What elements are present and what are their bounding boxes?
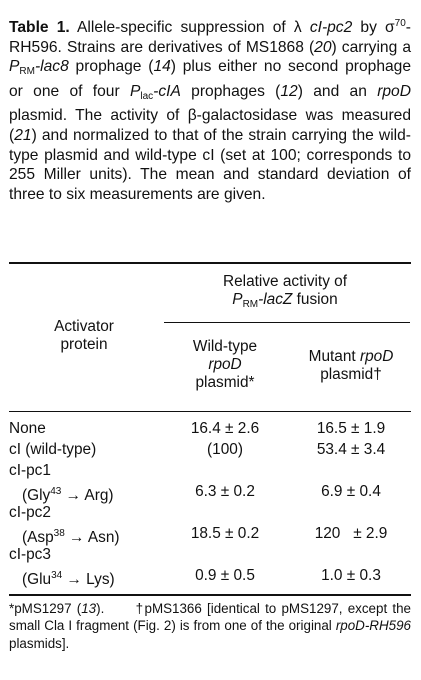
- header-bottom-rule: [9, 411, 411, 412]
- caption-ref: 12: [280, 82, 298, 100]
- wt-header: [160, 338, 290, 392]
- caption-promoter: P: [129, 82, 141, 100]
- activator-header-line1: Activator: [54, 318, 114, 335]
- substitution-position: 38: [53, 528, 65, 539]
- substitution-to: → Asn): [64, 529, 120, 546]
- substitution-from: (Asp: [22, 529, 54, 546]
- footnote-text: †pMS1366 [identical to pMS1297, except the small Cla I fragment (Fig. 2) is from one of the original: [9, 601, 411, 634]
- caption-sigma: σ: [385, 19, 395, 36]
- row-activator: cI-pc1: [9, 462, 51, 479]
- caption-text: prophages (: [180, 82, 281, 100]
- caption-gene: rpoD: [377, 82, 411, 100]
- caption-text: -RH596. Strains are derivatives of MS1868 (: [9, 19, 411, 56]
- mut-header-line1: [290, 348, 412, 366]
- caption-text: ) carrying a: [331, 38, 411, 56]
- table-bottom-rule: [9, 594, 411, 596]
- group-header: [160, 273, 410, 314]
- footnote-text: ).: [96, 601, 105, 616]
- substitution-from: (Glu: [22, 571, 52, 588]
- mut-header-line2: plasmid†: [320, 366, 382, 383]
- activator-header-line2: protein: [60, 336, 108, 353]
- caption-promoter: P: [9, 58, 20, 76]
- row-wt-value: 6.3 ± 0.2: [195, 483, 255, 500]
- row-wt-value: 0.9 ± 0.5: [195, 567, 255, 584]
- group-header-promoter-sub: RM: [242, 299, 259, 310]
- row-activator: cI (wild-type): [9, 441, 97, 458]
- wt-header-line1: Wild-type: [192, 338, 258, 355]
- caption-ref: 20: [314, 38, 332, 56]
- row-substitution: [22, 525, 162, 547]
- group-header-rule: [164, 322, 410, 323]
- row-substitution: [22, 483, 162, 505]
- caption-text: ) and normalized to that of the strain carrying the wild-type plasmid and wild-type cI (set at 100; corresponds to 255 Miller units). The mean and standard deviation of three to six measurements are given.: [9, 126, 411, 203]
- caption-promoter-sub: RM: [19, 66, 35, 78]
- caption-text: Allele-specific suppression of λ: [77, 19, 310, 36]
- caption-gene: -lac8: [34, 58, 69, 76]
- substitution-to: → Arg): [61, 487, 114, 504]
- group-header-line1: Relative activity of: [222, 273, 348, 290]
- caption-text: ) plus either no second prophage or one of four: [9, 58, 412, 100]
- caption-label: Table 1.: [9, 19, 70, 36]
- substitution-to: → Lys): [62, 571, 115, 588]
- caption-text: plasmid. The activity of β-galactosidase was measured (: [9, 107, 411, 144]
- row-mut-value: 1.0 ± 0.3: [321, 567, 381, 584]
- footnote-ref: 13: [81, 601, 97, 616]
- row-activator: None: [9, 420, 46, 437]
- caption-text: by: [352, 19, 386, 36]
- caption-gene: -cIA: [153, 82, 181, 100]
- mut-header-text: Mutant: [308, 348, 360, 365]
- caption-gene: cI-pc2: [309, 19, 353, 36]
- group-header-fusion: fusion: [292, 291, 338, 308]
- caption-text: ) and an: [297, 82, 378, 100]
- substitution-position: 43: [50, 486, 62, 497]
- row-substitution: [22, 567, 162, 589]
- substitution-position: 34: [51, 570, 63, 581]
- wt-header-line2: rpoD: [208, 356, 242, 373]
- activator-header: [9, 318, 159, 354]
- group-header-gene: -lacZ: [258, 291, 293, 308]
- caption-promoter-sub: lac: [140, 90, 154, 102]
- group-header-promoter: P: [232, 291, 243, 308]
- footnote-gene: rpoD-RH596: [335, 618, 411, 634]
- row-wt-value: (100): [207, 441, 243, 458]
- caption-ref: 14: [153, 58, 171, 76]
- row-mut-value: 16.5 ± 1.9: [316, 420, 386, 437]
- caption-sigma-sup: 70: [394, 18, 406, 29]
- substitution-from: (Gly: [22, 487, 51, 504]
- mut-header-gene: rpoD: [359, 348, 394, 365]
- wt-header-line3: plasmid*: [195, 374, 255, 391]
- group-header-line2: [160, 291, 410, 314]
- footnote-text: *pMS1297 (: [9, 601, 82, 616]
- table-footnotes: [9, 600, 411, 652]
- table-caption: [9, 14, 411, 204]
- row-mut-value: 53.4 ± 3.4: [316, 441, 386, 458]
- row-wt-value: 16.4 ± 2.6: [190, 420, 260, 437]
- caption-text: prophage (: [68, 58, 154, 76]
- row-activator: cI-pc2: [9, 504, 51, 521]
- footnote-text: plasmids].: [9, 635, 70, 651]
- row-mut-value: 6.9 ± 0.4: [321, 483, 381, 500]
- caption-ref: 21: [14, 126, 32, 144]
- row-activator: cI-pc3: [9, 546, 51, 563]
- row-wt-value: 18.5 ± 0.2: [190, 525, 260, 542]
- row-mut-value: 120 ± 2.9: [314, 525, 388, 542]
- mut-header: [290, 348, 412, 384]
- table-top-rule: [9, 262, 411, 264]
